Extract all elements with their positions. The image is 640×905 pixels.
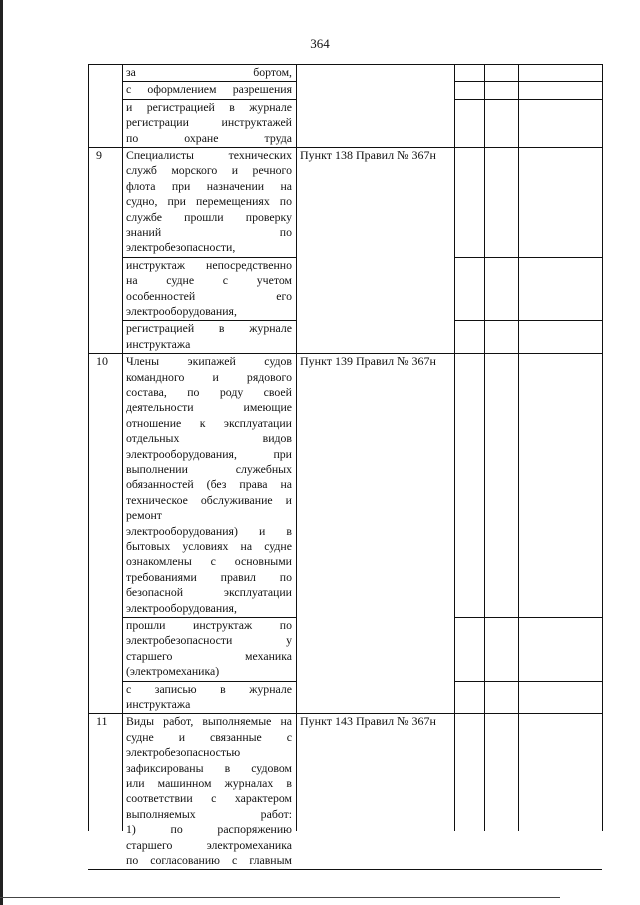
rule-reference: Пункт 139 Правил № 367н (300, 354, 436, 369)
segment-border-right (454, 320, 602, 321)
column-border-3 (454, 64, 455, 831)
requirement-text-line: судне и связанные с (126, 729, 292, 744)
requirement-text-line: зафиксированы в судовом (126, 760, 292, 775)
requirement-text-line: выполнении служебных (126, 462, 292, 476)
row-border (88, 869, 602, 870)
requirement-text-line: отдельных видов (126, 431, 292, 446)
requirement-text-line: электрооборудования, при (126, 446, 292, 461)
column-border-4 (484, 64, 485, 831)
requirement-text-line: техническое обслуживание и (126, 492, 292, 507)
requirement-text-line: с записью в журнале (126, 681, 292, 696)
requirement-text-line: выполняемых работ: (126, 806, 292, 821)
requirement-text-line: электрооборудования) и в (126, 523, 292, 538)
requirement-text-line: по согласованию с главным (126, 853, 292, 867)
requirement-text-line: требованиями правил по (126, 569, 292, 584)
requirement-text-line: и регистрацией в журнале (126, 99, 292, 114)
rule-reference: Пункт 138 Правил № 367н (300, 148, 436, 162)
requirement-text-line: бытовых условиях на судне (126, 539, 292, 553)
requirement-text-line: Специалисты технических (126, 148, 292, 162)
column-border-0 (88, 64, 89, 831)
requirement-text-line: или машинном журналах в (126, 776, 292, 790)
segment-border-right (454, 617, 602, 618)
requirement-text-line: электробезопасностью (126, 745, 241, 760)
requirement-text-line: с оформлением разрешения (126, 82, 292, 97)
requirement-text-line: служб морского и речного (126, 163, 292, 178)
requirement-text-line: командного и рядового (126, 369, 292, 384)
requirement-text-line: регистрации инструктажей (126, 115, 292, 130)
row-number: 9 (96, 148, 102, 162)
requirement-text-line: деятельности имеющие (126, 400, 292, 415)
requirement-text-line: по охране труда (126, 130, 292, 145)
requirement-text-line: безопасной эксплуатации (126, 585, 292, 600)
requirement-text-line: инструктажа (126, 336, 191, 351)
rule-reference: Пункт 143 Правил № 367н (300, 714, 436, 729)
requirement-text-line: инструктажа (126, 697, 191, 711)
requirement-text-line: инструктаж непосредственно (126, 257, 292, 272)
requirement-text-line: отношение к эксплуатации (126, 415, 292, 430)
requirement-text-line: флота при назначении на (126, 178, 292, 193)
requirement-text-line: обязанностей (без права на (126, 477, 292, 492)
segment-border-right (454, 257, 602, 258)
requirement-text-line: особенностей его (126, 288, 292, 303)
requirement-text-line: 1) по распоряжению (126, 822, 292, 837)
requirement-text-line: знаний по (126, 225, 292, 239)
column-border-2 (296, 64, 297, 831)
page-number: 364 (310, 36, 330, 51)
segment-border-right (454, 681, 602, 682)
requirement-text-line: старшего механика (126, 648, 292, 663)
status-row-border (454, 81, 602, 82)
scan-edge (0, 0, 3, 905)
requirement-text-line: состава, по роду своей (126, 385, 292, 399)
requirement-text-line: ремонт (126, 508, 162, 523)
column-border-5 (518, 64, 519, 831)
requirement-text-line: (электромеханика) (126, 664, 220, 679)
requirement-text-line: электробезопасности у (126, 633, 292, 648)
column-border-6 (602, 64, 603, 831)
requirement-text-line: электробезопасности, (126, 240, 236, 255)
requirement-text-line: судно, при перемещениях по (126, 194, 292, 209)
segment-border-right (454, 99, 602, 100)
requirement-text-line: электрооборудования, (126, 600, 237, 615)
requirement-text-line: за бортом, (126, 65, 292, 79)
requirement-text-line: прошли инструктаж по (126, 618, 292, 632)
requirement-text-line: старшего электромеханика (126, 837, 292, 852)
requirement-text-line: на судне с учетом (126, 273, 292, 288)
requirement-text-line: службе прошли проверку (126, 209, 292, 224)
page-bottom-rule (0, 897, 560, 898)
row-number: 10 (96, 354, 108, 369)
requirement-text-line: регистрацией в журнале (126, 321, 292, 336)
row-number: 11 (96, 714, 108, 729)
column-border-1 (122, 64, 123, 831)
requirement-text-line: Члены экипажей судов (126, 354, 292, 369)
requirement-text-line: ознакомлены с основными (126, 554, 292, 569)
requirement-text-line: соответствии с характером (126, 791, 292, 806)
requirement-text-line: Виды работ, выполняемые на (126, 714, 292, 729)
requirement-text-line: электрооборудования, (126, 304, 237, 318)
